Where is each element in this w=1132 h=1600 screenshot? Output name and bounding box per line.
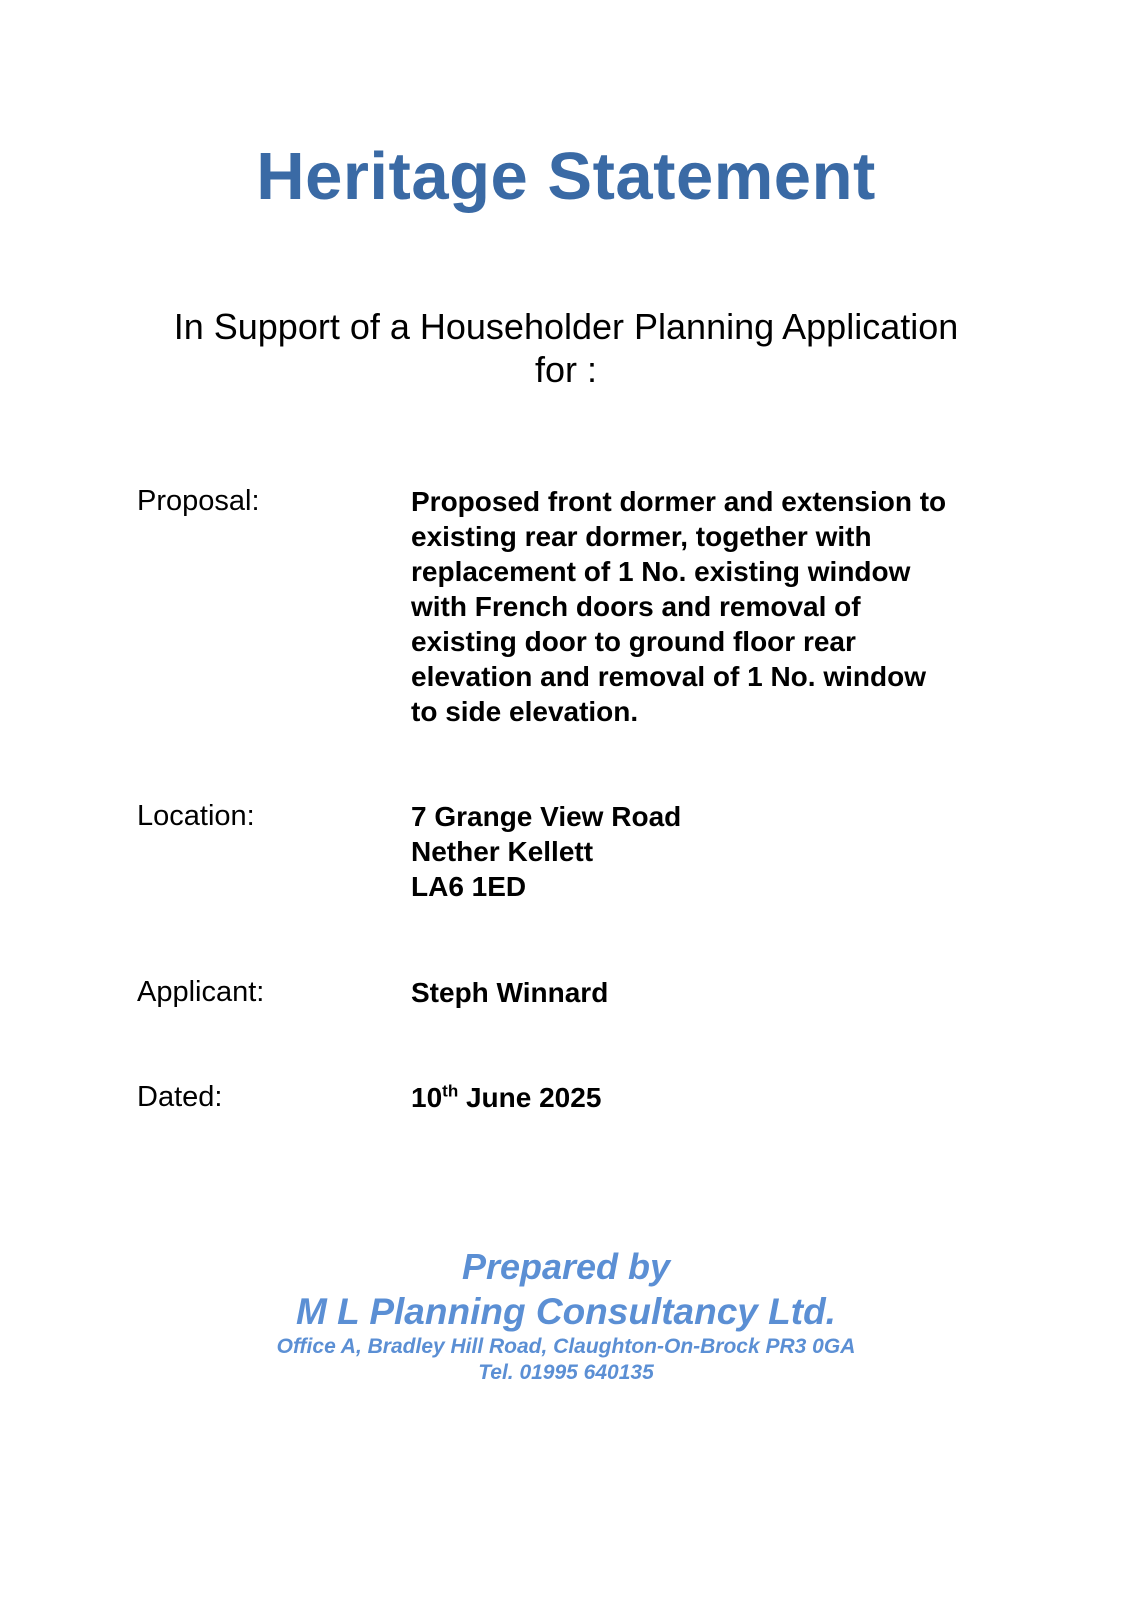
proposal-line: with French doors and removal of: [411, 591, 861, 622]
subtitle-line-1: In Support of a Householder Planning Application: [173, 306, 959, 347]
proposal-line: elevation and removal of 1 No. window: [411, 661, 926, 692]
location-label: Location:: [137, 800, 255, 832]
proposal-line: to side elevation.: [411, 696, 639, 727]
company-address: Office A, Bradley Hill Road, Claughton-On-Brock PR3 0GA: [276, 1335, 856, 1358]
address-line-town: Nether Kellett: [411, 836, 594, 867]
date-day: 10: [411, 1082, 443, 1113]
proposal-label: Proposal:: [137, 485, 260, 517]
document-subtitle: [0, 305, 1132, 391]
applicant-label: Applicant:: [137, 976, 265, 1008]
proposal-line: Proposed front dormer and extension to: [411, 486, 947, 517]
document-title: Heritage Statement: [256, 139, 876, 214]
proposal-line: existing door to ground floor rear: [411, 626, 856, 657]
applicant-value: [411, 975, 1021, 1010]
company-name: M L Planning Consultancy Ltd.: [296, 1291, 836, 1332]
proposal-line: existing rear dormer, together with: [411, 521, 872, 552]
dated-value: [411, 1080, 1021, 1115]
date-ordinal: th: [442, 1081, 459, 1101]
prepared-by-heading: Prepared by: [461, 1246, 671, 1287]
address-line-postcode: LA6 1ED: [411, 871, 527, 902]
location-value: [411, 799, 1021, 904]
proposal-line: replacement of 1 No. existing window: [411, 556, 911, 587]
subtitle-line-2: for :: [534, 349, 597, 390]
applicant-name: Steph Winnard: [411, 977, 609, 1008]
proposal-value: [411, 484, 1021, 729]
prepared-by-block: [0, 1245, 1132, 1386]
date-text: [411, 1080, 1021, 1115]
address-line-street: 7 Grange View Road: [411, 801, 682, 832]
date-month-year: June 2025: [458, 1082, 602, 1113]
dated-label: Dated:: [137, 1081, 223, 1113]
company-telephone: Tel. 01995 640135: [478, 1361, 654, 1384]
